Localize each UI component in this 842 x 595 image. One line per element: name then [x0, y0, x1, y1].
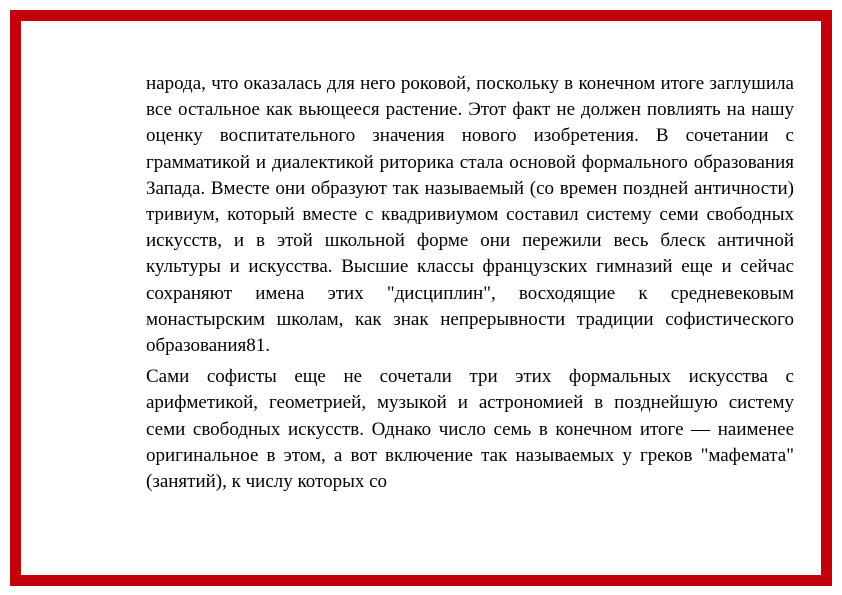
- page-frame: [10, 10, 832, 586]
- paragraph-2: Сами софисты еще не сочетали три этих формальных искусства с арифметикой, геометрией, музыкой и астрономией в позднейшую систему семи свободных искусств. Однако число семь в конечном итоге — наименее оригинальное в этом, а вот включение так называемых у греков "мафемата" (занятий), к числу которых со: [146, 366, 794, 493]
- document-text: [146, 71, 794, 495]
- paragraph-1: народа, что оказалась для него роковой, поскольку в конечном итоге заглушила все остальное как вьющееся растение. Этот факт не должен повлиять на нашу оценку воспитательного значения нового изобретения. В сочетании с грамматикой и диалектикой риторика стала основой формального образования Запада. Вместе они образуют так называемый (со времен поздней античности) тривиум, который вместе с квадривиумом составил систему семи свободных искусств, и в этой школьной форме они пережили весь блеск античной культуры и искусства. Высшие классы французских гимназий еще и сейчас сохраняют имена этих "дисциплин", восходящие к средневековым монастырским школам, как знак непрерывности традиции софистического образования81.: [146, 73, 794, 357]
